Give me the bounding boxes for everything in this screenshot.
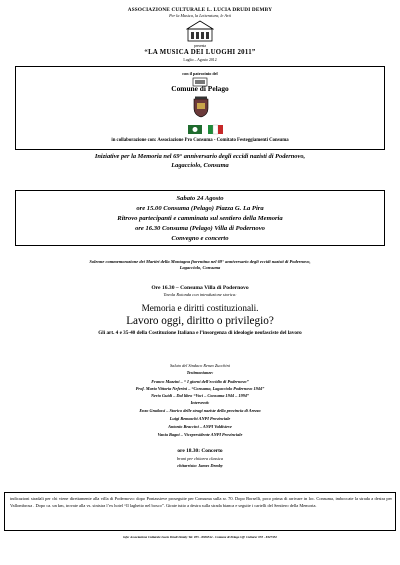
commemoration-text <box>25 259 375 271</box>
directions-text: indicazioni stradali per chi viene direttamente alla villa di Podernovo: dopo Pontassieve proseguite per Consuma sulla sr. 70. Dopo Borselli, poco prima di arrivare in loc. Consuma, imboccate la strada a destra per Vallombrosa . Dopo ca. un km, trovate alla vs. sinistra l’ex hotel “Il laghetto nel bosco”. Girate tutto a destra sulla strada bianca e seguite i cartelli del Sentiero della Memoria. <box>10 496 392 508</box>
intervention-1: Enzo Gradassi – Storico delle stragi naziste della provincia di Arezzo <box>139 408 261 413</box>
comune-crest-icon <box>192 96 210 118</box>
intro-heading <box>20 152 380 170</box>
presenta-label: presenta <box>194 44 206 48</box>
comune-banner-icon <box>192 74 208 84</box>
round-table-label: Tavola Rotonda con introduzione storica: <box>163 292 237 297</box>
partner-logos <box>186 122 226 136</box>
event-series-title: “LA MUSICA DEI LUOGHI 2011” <box>144 49 256 56</box>
collaboration-line: in collaborazione con: Associazione Pro Consuma - Comitato Festeggiamenti Consuma <box>111 138 289 143</box>
conference-title-1: Memoria e diritti costituzionali. <box>141 303 259 313</box>
event-time: Ore 16.30 – Consuma Villa di Podernovo <box>151 285 249 291</box>
intervention-4: Vania Bagni – Vicepresidente ANPI Provinciale <box>157 432 243 437</box>
schedule-box <box>15 190 385 246</box>
patronage-box <box>15 66 385 150</box>
organization-name: ASSOCIAZIONE CULTURALE L. LUCIA DRUDI DEMBY <box>127 7 273 13</box>
schedule-line-4: Convegno e concerto <box>171 235 229 242</box>
testimony-3: Nerio Guidi – Dal libro “Voci – Consuma 1944 – 1994” <box>150 393 250 398</box>
patronage-label: con il patrocinio del <box>182 71 218 76</box>
commemoration-line-1: Solenne commemorazione dei Martiri della Montagna fiorentina nel 69° anniversario degli eccidi nazisti di Podernovo, <box>89 259 311 264</box>
schedule-line-3: ore 16.30 Consuma (Pelago) Villa di Podernovo <box>135 225 265 232</box>
comune-name: Comune di Pelago <box>171 84 229 93</box>
schedule-date: Sabato 24 Agosto <box>176 195 224 202</box>
testimonies-heading: Testimonianze: <box>186 370 214 375</box>
concert-description: brani per chitarra classica <box>176 456 224 461</box>
conference-title-2: Lavoro oggi, diritto o privilegio? <box>126 315 274 327</box>
mayor-greeting: Saluto del Sindaco Renzo Zucchini <box>170 363 230 368</box>
organization-logo-icon <box>186 19 214 43</box>
intervention-3: Antonio Braccini – ANPI Valdisieve <box>168 424 232 429</box>
testimony-2: Prof. Maria Vittoria Neferini – “Consuma, Lagacciolo Podernovo 1944” <box>135 386 265 391</box>
intro-line-1: Iniziative per la Memoria nel 69° anniversario degli eccidi nazisti di Podernovo, <box>94 153 306 160</box>
event-series-dates: Luglio – Agosto 2012 <box>183 58 217 62</box>
testimony-1: Franco Mazzini – “ I giorni dell’eccidio di Podernovo” <box>151 379 249 384</box>
commemoration-line-2: Lagacciolo, Consuma <box>179 265 221 270</box>
pro-consuma-logo-icon <box>188 125 202 134</box>
schedule-line-1: ore 15.00 Consuma (Pelago) Piazza G. La Pira <box>136 205 264 212</box>
interventions-heading: Interventi: <box>190 400 210 405</box>
intro-line-2: Lagacciolo, Consuma <box>171 162 229 169</box>
organization-subtitle: Per la Musica, la Letteratura, le Arti <box>169 13 231 18</box>
footer-info: info: Associazione Culturale Lucia Drudi Demby Tel. 055 - 8306544 - Comune di Pelago Uff. Cultura: 055 - 8327352 <box>123 535 277 539</box>
intervention-2: Luigi Remaschi ANPI Provinciale <box>169 416 231 421</box>
comitato-flag-icon <box>208 125 223 134</box>
directions-box <box>4 492 396 531</box>
schedule-line-2: Ritrovo partecipanti e camminata sul sentiero della Memoria <box>117 215 283 222</box>
conference-subtitle: Gli art. 4 e 35-40 della Costituzione Italiana e l’insorgenza di ideologie neofasciste del lavoro <box>98 330 302 336</box>
guitarist: chitarrista: James Demby <box>177 463 223 468</box>
concert-time: ore 18.30: Concerto <box>177 448 223 454</box>
